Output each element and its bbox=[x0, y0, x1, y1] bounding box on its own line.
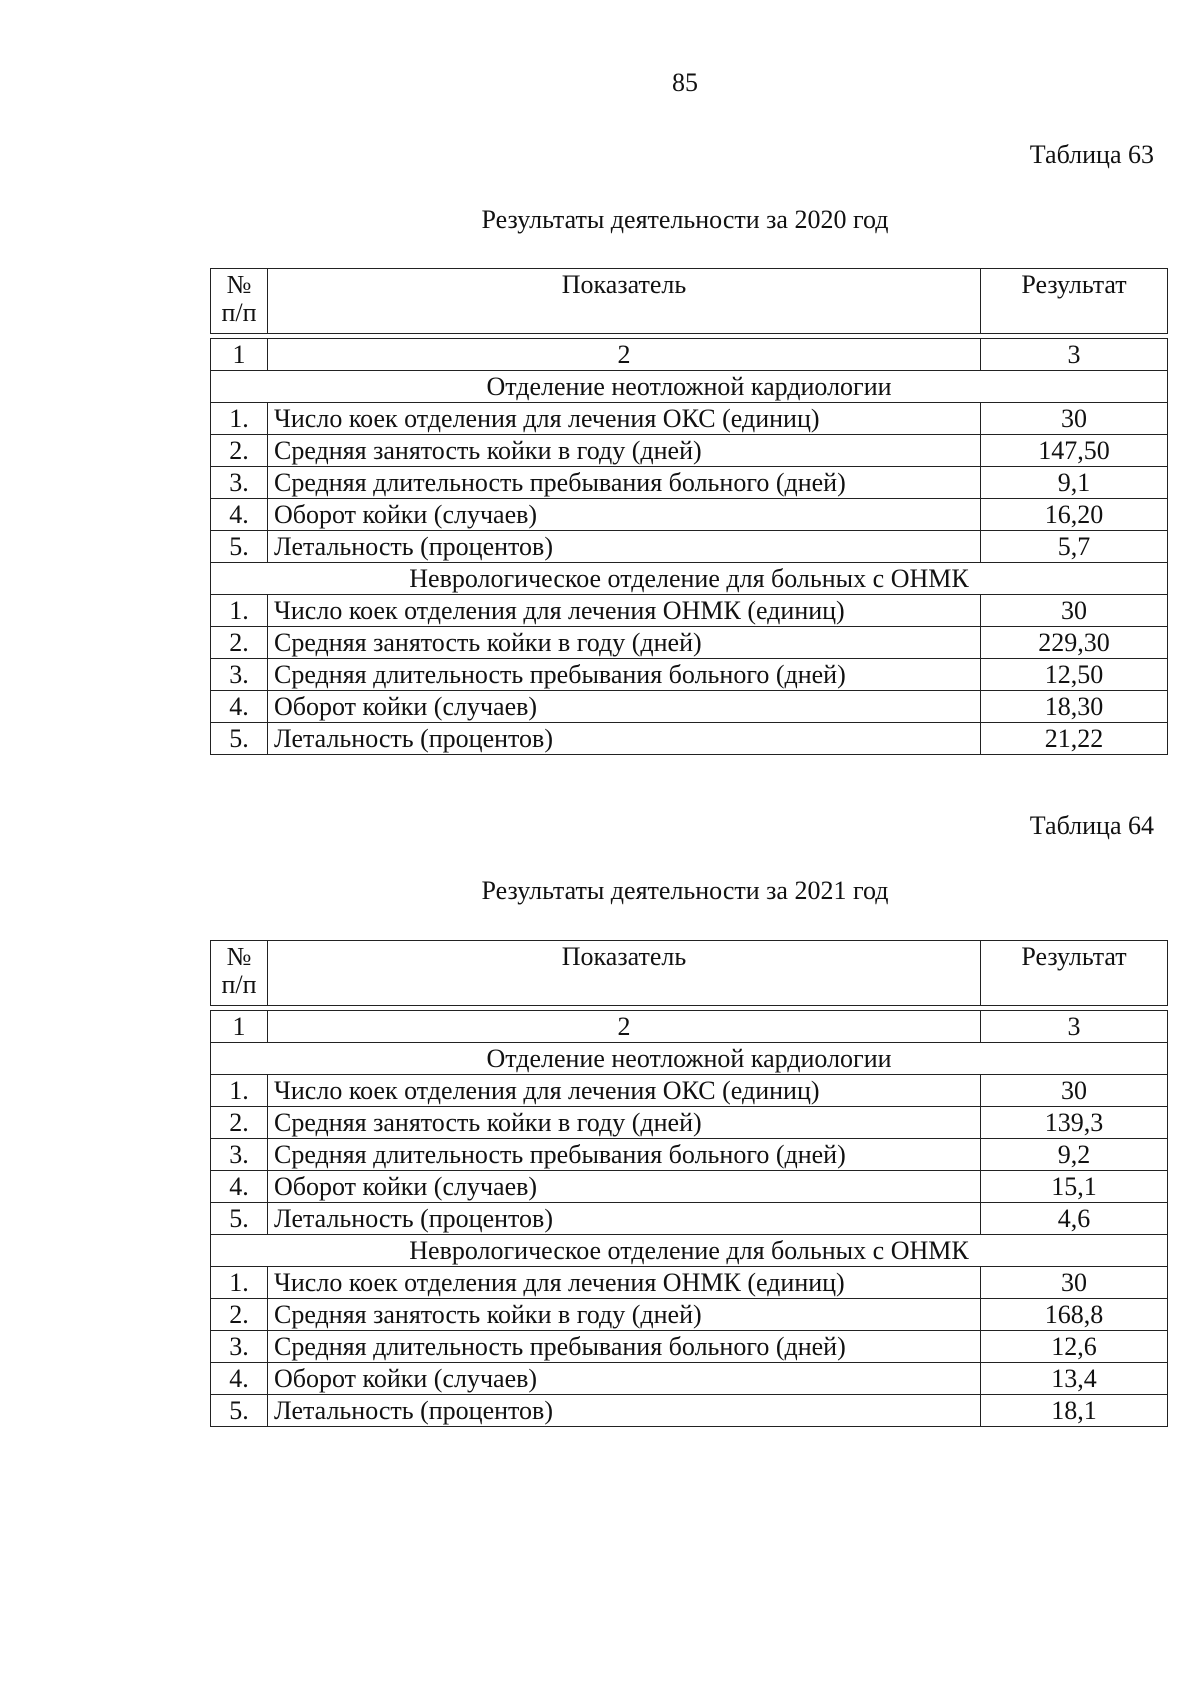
table-title: Результаты деятельности за 2021 год bbox=[481, 876, 889, 905]
row-result: 30 bbox=[981, 1075, 1168, 1107]
row-result: 9,2 bbox=[981, 1139, 1168, 1171]
section-row bbox=[211, 1235, 1168, 1267]
column-number-cell: 1 bbox=[211, 339, 268, 371]
results-table-2021 bbox=[210, 940, 1168, 1427]
row-num: 1. bbox=[211, 1267, 268, 1299]
row-num: 5. bbox=[211, 1203, 268, 1235]
row-num: 4. bbox=[211, 691, 268, 723]
header-num bbox=[211, 941, 268, 1006]
row-result: 12,6 bbox=[981, 1331, 1168, 1363]
table-header-row bbox=[211, 941, 1168, 1006]
row-result: 139,3 bbox=[981, 1107, 1168, 1139]
section-title: Неврологическое отделение для больных с ОНМК bbox=[211, 1235, 1168, 1267]
table-row bbox=[211, 1203, 1168, 1235]
row-result: 147,50 bbox=[981, 435, 1168, 467]
section-row bbox=[211, 371, 1168, 403]
table-row bbox=[211, 499, 1168, 531]
column-number-cell: 2 bbox=[268, 339, 981, 371]
row-indicator: Летальность (процентов) bbox=[268, 1203, 981, 1235]
row-num: 3. bbox=[211, 659, 268, 691]
row-result: 18,30 bbox=[981, 691, 1168, 723]
row-num: 5. bbox=[211, 531, 268, 563]
table-row bbox=[211, 723, 1168, 755]
row-num: 4. bbox=[211, 1171, 268, 1203]
row-num: 3. bbox=[211, 1331, 268, 1363]
row-num: 5. bbox=[211, 723, 268, 755]
row-num: 2. bbox=[211, 1107, 268, 1139]
table-row bbox=[211, 403, 1168, 435]
row-indicator: Число коек отделения для лечения ОКС (единиц) bbox=[268, 403, 981, 435]
table-row bbox=[211, 1395, 1168, 1427]
row-indicator: Средняя занятость койки в году (дней) bbox=[268, 1107, 981, 1139]
table-header-row bbox=[211, 269, 1168, 334]
row-num: 4. bbox=[211, 499, 268, 531]
header-indicator: Показатель bbox=[268, 269, 981, 334]
row-indicator: Средняя занятость койки в году (дней) bbox=[268, 627, 981, 659]
row-indicator: Число коек отделения для лечения ОНМК (единиц) bbox=[268, 595, 981, 627]
row-num: 5. bbox=[211, 1395, 268, 1427]
table-row bbox=[211, 467, 1168, 499]
header-num-line2: п/п bbox=[221, 298, 257, 327]
table-title: Результаты деятельности за 2020 год bbox=[481, 205, 889, 234]
table-label: Таблица 63 bbox=[1029, 140, 1154, 169]
header-num-line1: № bbox=[226, 270, 252, 299]
header-num-line2: п/п bbox=[221, 970, 257, 999]
header-result: Результат bbox=[981, 269, 1168, 334]
row-num: 1. bbox=[211, 1075, 268, 1107]
row-indicator: Летальность (процентов) bbox=[268, 1395, 981, 1427]
table-row bbox=[211, 1139, 1168, 1171]
row-num: 1. bbox=[211, 403, 268, 435]
row-indicator: Летальность (процентов) bbox=[268, 723, 981, 755]
row-num: 1. bbox=[211, 595, 268, 627]
table-row bbox=[211, 1331, 1168, 1363]
results-table-2020 bbox=[210, 268, 1168, 755]
row-indicator: Средняя длительность пребывания больного (дней) bbox=[268, 659, 981, 691]
row-indicator: Оборот койки (случаев) bbox=[268, 499, 981, 531]
row-indicator: Летальность (процентов) bbox=[268, 531, 981, 563]
row-indicator: Средняя занятость койки в году (дней) bbox=[268, 1299, 981, 1331]
section-title: Отделение неотложной кардиологии bbox=[211, 371, 1168, 403]
section-row bbox=[211, 563, 1168, 595]
column-number-cell: 3 bbox=[981, 1011, 1168, 1043]
row-indicator: Средняя длительность пребывания больного (дней) bbox=[268, 1139, 981, 1171]
row-result: 229,30 bbox=[981, 627, 1168, 659]
row-result: 15,1 bbox=[981, 1171, 1168, 1203]
row-result: 168,8 bbox=[981, 1299, 1168, 1331]
table-row bbox=[211, 1299, 1168, 1331]
row-num: 2. bbox=[211, 627, 268, 659]
column-number-cell: 2 bbox=[268, 1011, 981, 1043]
header-indicator: Показатель bbox=[268, 941, 981, 1006]
table-row bbox=[211, 531, 1168, 563]
column-number-cell: 1 bbox=[211, 1011, 268, 1043]
table-row bbox=[211, 1171, 1168, 1203]
row-num: 3. bbox=[211, 467, 268, 499]
row-num: 2. bbox=[211, 1299, 268, 1331]
row-num: 4. bbox=[211, 1363, 268, 1395]
row-indicator: Оборот койки (случаев) bbox=[268, 691, 981, 723]
row-result: 30 bbox=[981, 403, 1168, 435]
table-row bbox=[211, 1107, 1168, 1139]
header-num-line1: № bbox=[226, 942, 252, 971]
table-row bbox=[211, 1363, 1168, 1395]
row-result: 30 bbox=[981, 1267, 1168, 1299]
section-title: Неврологическое отделение для больных с ОНМК bbox=[211, 563, 1168, 595]
row-result: 18,1 bbox=[981, 1395, 1168, 1427]
header-num bbox=[211, 269, 268, 334]
table-row bbox=[211, 691, 1168, 723]
page-number: 85 bbox=[672, 68, 698, 97]
row-indicator: Оборот койки (случаев) bbox=[268, 1363, 981, 1395]
row-num: 2. bbox=[211, 435, 268, 467]
row-indicator: Оборот койки (случаев) bbox=[268, 1171, 981, 1203]
row-result: 21,22 bbox=[981, 723, 1168, 755]
row-indicator: Число коек отделения для лечения ОНМК (единиц) bbox=[268, 1267, 981, 1299]
table-label: Таблица 64 bbox=[1029, 811, 1154, 840]
row-result: 9,1 bbox=[981, 467, 1168, 499]
table-row bbox=[211, 627, 1168, 659]
table-row bbox=[211, 659, 1168, 691]
section-row bbox=[211, 1043, 1168, 1075]
row-result: 12,50 bbox=[981, 659, 1168, 691]
table-row bbox=[211, 1075, 1168, 1107]
row-indicator: Средняя занятость койки в году (дней) bbox=[268, 435, 981, 467]
row-indicator: Средняя длительность пребывания больного (дней) bbox=[268, 1331, 981, 1363]
header-result: Результат bbox=[981, 941, 1168, 1006]
row-result: 16,20 bbox=[981, 499, 1168, 531]
row-result: 13,4 bbox=[981, 1363, 1168, 1395]
column-number-row bbox=[211, 339, 1168, 371]
row-result: 5,7 bbox=[981, 531, 1168, 563]
table-row bbox=[211, 435, 1168, 467]
row-indicator: Число коек отделения для лечения ОКС (единиц) bbox=[268, 1075, 981, 1107]
column-number-row bbox=[211, 1011, 1168, 1043]
row-num: 3. bbox=[211, 1139, 268, 1171]
table-row bbox=[211, 1267, 1168, 1299]
row-result: 30 bbox=[981, 595, 1168, 627]
section-title: Отделение неотложной кардиологии bbox=[211, 1043, 1168, 1075]
column-number-cell: 3 bbox=[981, 339, 1168, 371]
table-row bbox=[211, 595, 1168, 627]
row-indicator: Средняя длительность пребывания больного (дней) bbox=[268, 467, 981, 499]
row-result: 4,6 bbox=[981, 1203, 1168, 1235]
